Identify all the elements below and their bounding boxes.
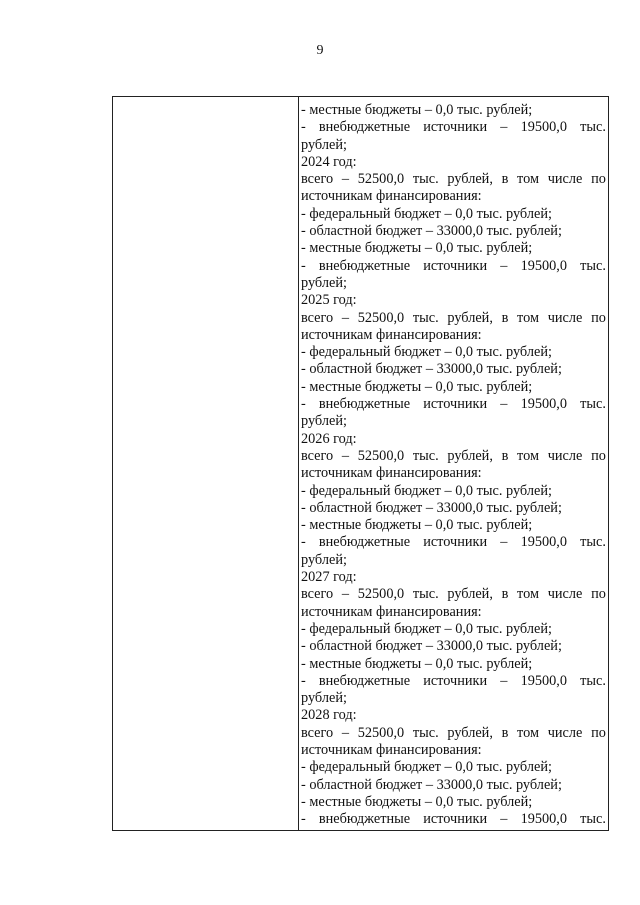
text-word: 19500,0 — [520, 257, 568, 274]
text-word: всего — [301, 309, 334, 326]
text-word: в — [501, 447, 509, 464]
text-line: - местные бюджеты – 0,0 тыс. рублей; — [301, 655, 533, 672]
text-line: - местные бюджеты – 0,0 тыс. рублей; — [301, 240, 533, 257]
text-word: числе — [547, 724, 583, 741]
text-line — [301, 586, 606, 603]
text-word: источники — [423, 119, 488, 136]
text-word: – — [341, 586, 350, 603]
text-word: – — [500, 119, 508, 136]
text-line: 2027 год: — [301, 569, 357, 586]
text-word: внебюджетные — [318, 119, 411, 136]
text-word: внебюджетные — [318, 396, 411, 413]
text-line — [301, 310, 606, 327]
text-word: по — [591, 309, 606, 326]
text-line: источникам финансирования: — [301, 465, 482, 482]
text-line: источникам финансирования: — [301, 326, 482, 343]
text-word: внебюджетные — [318, 672, 411, 689]
text-word: источники — [423, 811, 488, 828]
text-line: - местные бюджеты – 0,0 тыс. рублей; — [301, 793, 533, 810]
text-word: в — [501, 171, 509, 188]
text-word: – — [500, 811, 508, 828]
text-word: – — [500, 257, 508, 274]
text-word: – — [500, 396, 508, 413]
table-left-cell — [113, 97, 299, 830]
text-line: 2025 год: — [301, 292, 357, 309]
text-word: - — [301, 811, 306, 828]
text-line: - федеральный бюджет – 0,0 тыс. рублей; — [301, 482, 552, 499]
text-word: – — [341, 309, 350, 326]
text-line: - федеральный бюджет – 0,0 тыс. рублей; — [301, 344, 552, 361]
text-word: внебюджетные — [318, 257, 411, 274]
text-word: всего — [301, 447, 334, 464]
text-word: - — [301, 257, 306, 274]
text-line — [301, 119, 606, 136]
text-word: рублей, — [447, 586, 493, 603]
text-line: - федеральный бюджет – 0,0 тыс. рублей; — [301, 759, 552, 776]
text-word: числе — [547, 309, 583, 326]
text-line — [301, 258, 606, 275]
text-word: 19500,0 — [520, 396, 568, 413]
text-line — [301, 673, 606, 690]
text-line: 2028 год: — [301, 707, 357, 724]
text-word: всего — [301, 171, 334, 188]
text-word: – — [341, 447, 350, 464]
text-line: рублей; — [301, 413, 347, 430]
text-word: 52500,0 — [357, 586, 405, 603]
text-line — [301, 448, 606, 465]
text-line: - местные бюджеты – 0,0 тыс. рублей; — [301, 517, 533, 534]
text-word: - — [301, 534, 306, 551]
text-line: источникам финансирования: — [301, 603, 482, 620]
text-word: – — [500, 534, 508, 551]
text-word: тыс. — [412, 724, 439, 741]
text-line — [301, 725, 606, 742]
text-line: - местные бюджеты – 0,0 тыс. рублей; — [301, 378, 533, 395]
text-word: рублей, — [447, 724, 493, 741]
text-line: - федеральный бюджет – 0,0 тыс. рублей; — [301, 620, 552, 637]
text-line — [301, 811, 606, 828]
text-line: - областной бюджет – 33000,0 тыс. рублей; — [301, 776, 562, 793]
text-word: 19500,0 — [520, 811, 568, 828]
text-word: всего — [301, 586, 334, 603]
text-word: тыс. — [580, 672, 606, 689]
text-word: тыс. — [580, 534, 606, 551]
text-word: 19500,0 — [520, 119, 568, 136]
text-word: - — [301, 119, 306, 136]
text-line: рублей; — [301, 274, 347, 291]
text-word: внебюджетные — [318, 534, 411, 551]
text-word: тыс. — [580, 119, 606, 136]
funding-table — [112, 96, 609, 831]
text-word: тыс. — [412, 447, 439, 464]
text-word: – — [341, 724, 350, 741]
text-line: - федеральный бюджет – 0,0 тыс. рублей; — [301, 205, 552, 222]
text-word: 52500,0 — [357, 309, 405, 326]
text-word: том — [517, 309, 540, 326]
text-line: рублей; — [301, 690, 347, 707]
text-word: том — [517, 586, 540, 603]
text-word: числе — [547, 171, 583, 188]
text-word: в — [501, 724, 509, 741]
text-word: по — [591, 724, 606, 741]
text-word: том — [517, 171, 540, 188]
text-word: - — [301, 672, 306, 689]
text-line — [301, 396, 606, 413]
text-word: тыс. — [580, 257, 606, 274]
text-word: - — [301, 396, 306, 413]
text-word: по — [591, 586, 606, 603]
text-line: - местные бюджеты – 0,0 тыс. рублей; — [301, 102, 533, 118]
text-word: рублей, — [447, 171, 493, 188]
text-word: 19500,0 — [520, 534, 568, 551]
text-word: рублей, — [447, 309, 493, 326]
text-word: том — [517, 447, 540, 464]
text-word: тыс. — [412, 586, 439, 603]
text-word: рублей, — [447, 447, 493, 464]
text-word: источники — [423, 396, 488, 413]
text-line — [301, 171, 606, 188]
text-line: рублей; — [301, 551, 347, 568]
text-line: - областной бюджет – 33000,0 тыс. рублей; — [301, 638, 562, 655]
text-word: 52500,0 — [357, 447, 405, 464]
text-word: источники — [423, 534, 488, 551]
text-line: - областной бюджет – 33000,0 тыс. рублей; — [301, 223, 562, 240]
text-line: источникам финансирования: — [301, 188, 482, 205]
text-word: в — [501, 309, 509, 326]
text-word: 19500,0 — [520, 672, 568, 689]
text-word: тыс. — [580, 396, 606, 413]
text-word: 52500,0 — [357, 171, 405, 188]
table-right-cell — [299, 97, 608, 830]
text-line: рублей; — [301, 136, 347, 153]
text-word: тыс. — [580, 811, 606, 828]
text-line: 2024 год: — [301, 153, 357, 170]
text-word: тыс. — [412, 171, 439, 188]
text-line: - областной бюджет – 33000,0 тыс. рублей; — [301, 361, 562, 378]
text-word: по — [591, 171, 606, 188]
text-word: 52500,0 — [357, 724, 405, 741]
text-word: том — [517, 724, 540, 741]
text-word: тыс. — [412, 309, 439, 326]
text-word: внебюджетные — [318, 811, 411, 828]
text-word: числе — [547, 447, 583, 464]
text-word: источники — [423, 672, 488, 689]
text-word: числе — [547, 586, 583, 603]
page-number: 9 — [316, 43, 324, 58]
text-word: по — [591, 447, 606, 464]
text-line: - областной бюджет – 33000,0 тыс. рублей; — [301, 499, 562, 516]
text-word: источники — [423, 257, 488, 274]
text-word: – — [500, 672, 508, 689]
text-line — [301, 534, 606, 551]
text-word: – — [341, 171, 350, 188]
text-line: источникам финансирования: — [301, 741, 482, 758]
text-line: 2026 год: — [301, 430, 357, 447]
text-word: в — [501, 586, 509, 603]
text-word: всего — [301, 724, 334, 741]
